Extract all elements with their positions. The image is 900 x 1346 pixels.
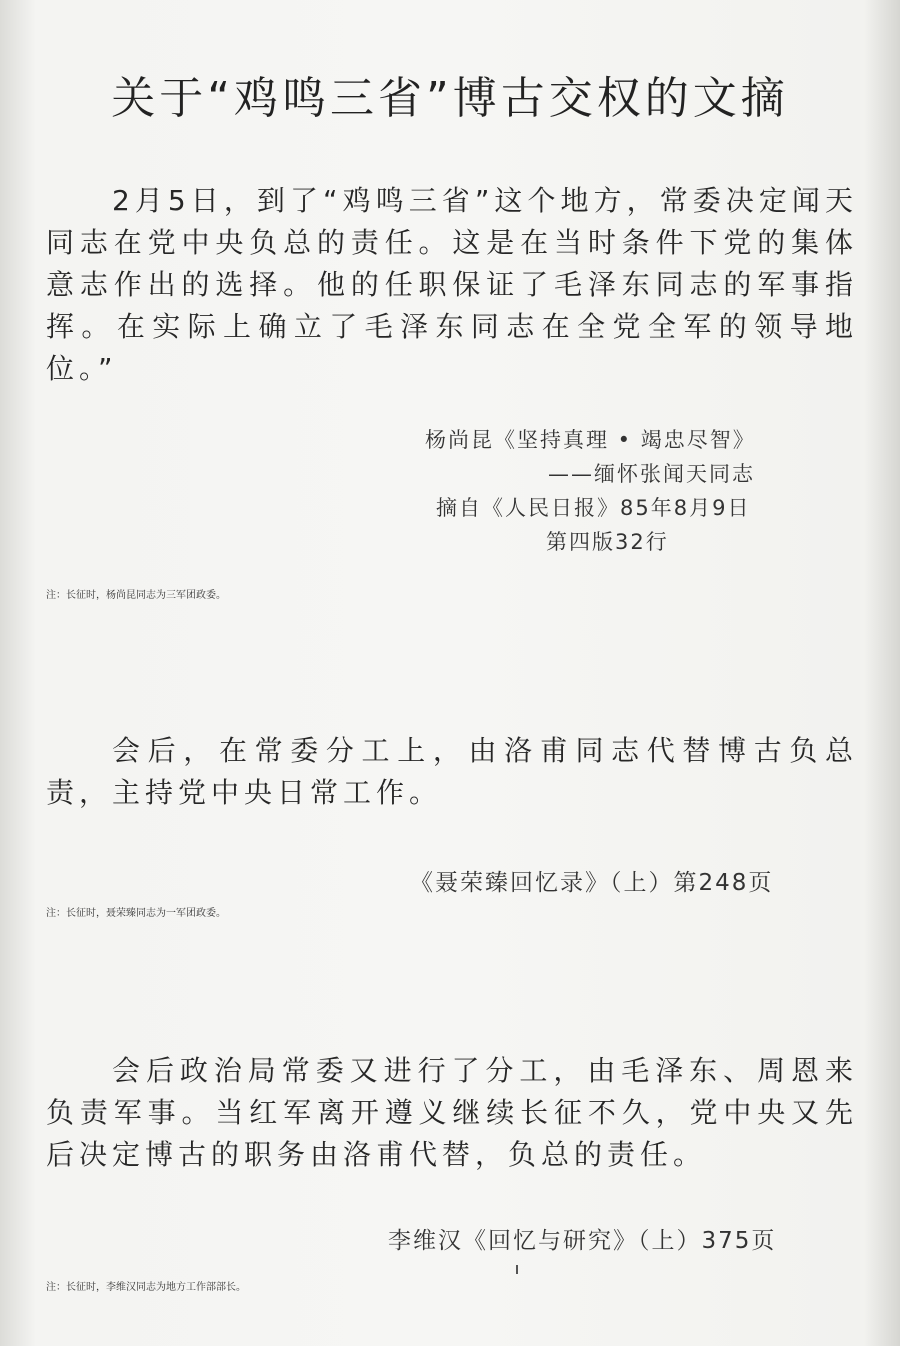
- excerpt-paragraph-3: 会后政治局常委又进行了分工，由毛泽东、周恩来负责军事。当红军离开遵义继续长征不久，党中央又先后决定博古的职务由洛甫代替，负总的责任。: [46, 1054, 858, 1171]
- citation-1-line-1: 杨尚昆《坚持真理 • 竭忠尽智》: [425, 428, 756, 452]
- surface-mark: [516, 1265, 518, 1274]
- page-title: 关于“鸡鸣三省”博古交权的文摘: [111, 73, 789, 124]
- citation-1-line-3: 摘自《人民日报》85年8月9日: [436, 496, 751, 520]
- citation-2: 《聂荣臻回忆录》（上）第248页: [410, 870, 774, 896]
- citation-3: 李维汉《回忆与研究》（上）375页: [388, 1228, 777, 1254]
- footnote-1: 注：长征时，杨尚昆同志为三军团政委。: [46, 590, 226, 601]
- citation-1-line-2: ——缅怀张闻天同志: [548, 462, 755, 486]
- citation-1-line-4: 第四版32行: [546, 530, 669, 554]
- excerpt-paragraph-1: 2月5日，到了“鸡鸣三省”这个地方，常委决定闻天同志在党中央负总的责任。这是在当时条件下党的集体意志作出的选择。他的任职保证了毛泽东同志的军事指挥。在实际上确立了毛泽东同志在全党全军的领导地位。”: [46, 184, 858, 385]
- excerpt-paragraph-2: 会后，在常委分工上，由洛甫同志代替博古负总责，主持党中央日常工作。: [46, 734, 858, 809]
- footnote-3: 注：长征时，李维汉同志为地方工作部部长。: [46, 1282, 246, 1293]
- footnote-2: 注：长征时，聂荣臻同志为一军团政委。: [46, 908, 226, 919]
